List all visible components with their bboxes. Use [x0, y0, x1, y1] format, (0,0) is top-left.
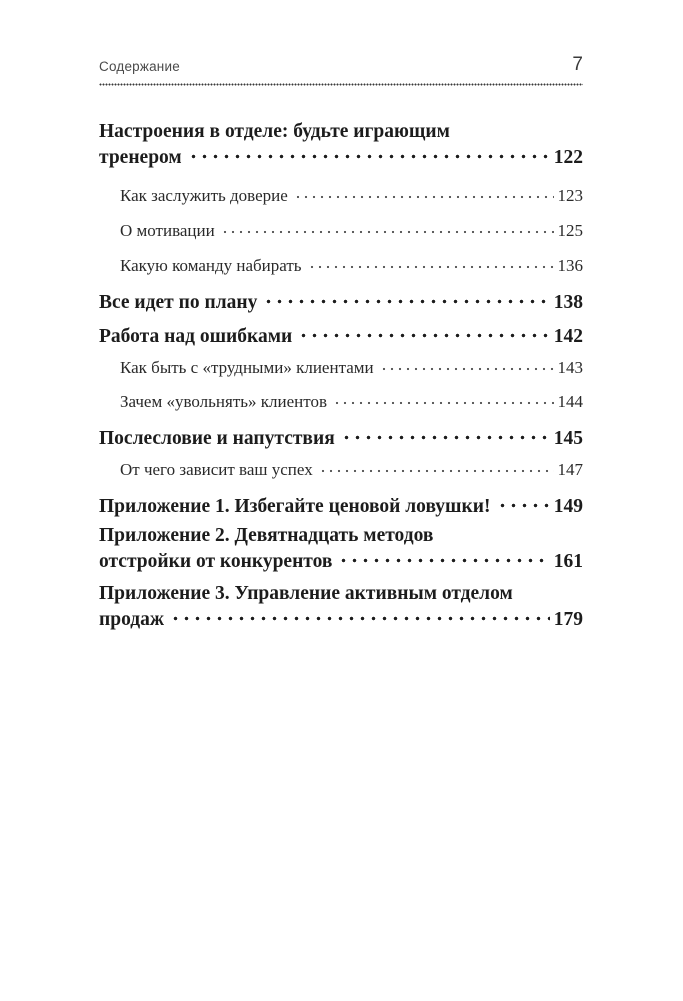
toc-entry-page: 123 — [557, 186, 583, 205]
toc-entry[interactable] — [99, 322, 583, 348]
running-header — [99, 52, 583, 82]
dot-leader — [263, 290, 549, 310]
toc-entry-page: 149 — [553, 495, 583, 517]
toc-entry[interactable] — [120, 390, 583, 412]
toc-entry-title: Приложение 1. Избегайте ценовой ловушки! — [99, 495, 491, 517]
dot-leader — [308, 255, 554, 272]
toc-entry-page: 142 — [553, 325, 583, 347]
toc-entry-title-line1: Настроения в отделе: будьте играющим — [99, 121, 450, 142]
header-dotted-rule — [99, 83, 583, 86]
dot-leader — [338, 549, 549, 569]
toc-entry[interactable] — [99, 121, 583, 169]
dot-leader — [341, 426, 550, 446]
toc-entry-title-line1: Приложение 3. Управление активным отделом — [99, 583, 513, 604]
toc-entry-page: 179 — [553, 608, 583, 630]
toc-entry-title: От чего зависит ваш успех — [120, 460, 313, 479]
toc-entry-title: Работа над ошибками — [99, 325, 293, 347]
dot-leader — [319, 459, 554, 476]
toc-entry-title: Как заслужить доверие — [120, 186, 288, 205]
dot-leader — [188, 145, 550, 165]
toc-entry-title: тренером — [99, 146, 182, 168]
dot-leader — [298, 324, 550, 344]
toc-entry-page: 138 — [553, 291, 583, 313]
toc-entry-page: 147 — [557, 460, 583, 479]
toc-entry-title: О мотивации — [120, 221, 215, 240]
toc-entry-title-line1: Приложение 2. Девятнадцать методов — [99, 525, 434, 546]
toc-entry[interactable] — [99, 288, 583, 314]
toc-entry-page: 145 — [553, 427, 583, 449]
toc-entry-title: Послесловие и напутствия — [99, 427, 335, 449]
toc-entry[interactable] — [99, 492, 583, 518]
toc-entry[interactable] — [99, 583, 583, 631]
dot-leader — [221, 220, 554, 237]
toc-entry-title: Какую команду набирать — [120, 256, 302, 275]
toc-entry-title: продаж — [99, 608, 165, 630]
toc-entry[interactable] — [120, 184, 583, 206]
running-header-title: Содержание — [99, 59, 180, 74]
toc-entry[interactable] — [120, 254, 583, 276]
toc-entry[interactable] — [120, 219, 583, 241]
toc-entry-page: 161 — [553, 550, 583, 572]
dot-leader — [497, 494, 550, 514]
toc-entry-title: Зачем «увольнять» клиентов — [120, 392, 327, 411]
toc-entry-title: Все идет по плану — [99, 291, 258, 313]
toc-entry-page: 143 — [557, 358, 583, 377]
dot-leader — [333, 391, 554, 408]
dot-leader — [294, 185, 554, 202]
toc-entry-page: 136 — [557, 256, 583, 275]
toc-entry[interactable] — [120, 356, 583, 378]
toc-entry-title: отстройки от конкурентов — [99, 550, 333, 572]
toc-entry-page: 125 — [557, 221, 583, 240]
toc-entry[interactable] — [99, 525, 583, 573]
toc-entry-page: 144 — [557, 392, 583, 411]
toc-entry[interactable] — [99, 424, 583, 450]
dot-leader — [170, 607, 550, 627]
toc-entry-title: Как быть с «трудными» клиентами — [120, 358, 374, 377]
page-number: 7 — [572, 54, 583, 75]
toc-entry-page: 122 — [553, 146, 583, 168]
toc-entry[interactable] — [120, 458, 583, 480]
dot-leader — [380, 357, 554, 374]
